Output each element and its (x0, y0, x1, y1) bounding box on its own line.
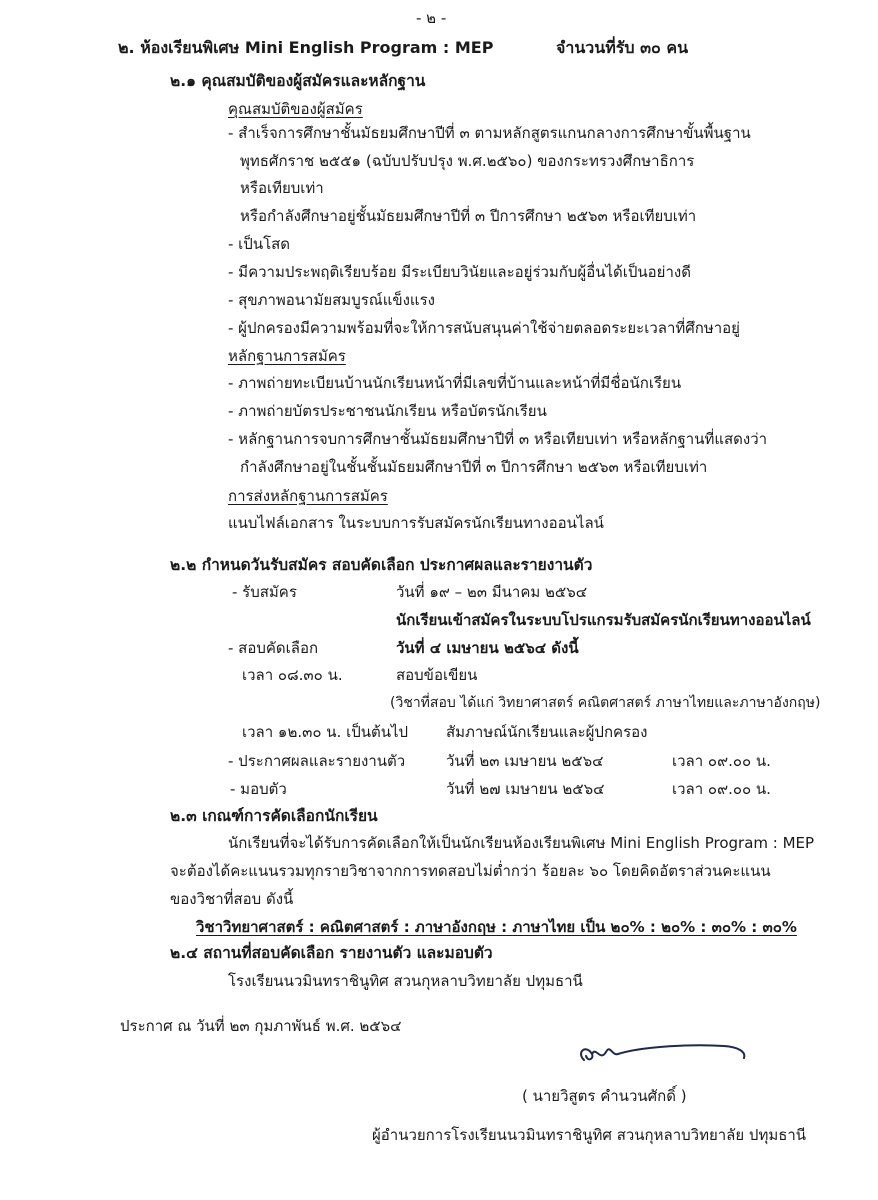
page-number: - ๒ - (416, 9, 447, 27)
submission-title: การส่งหลักฐานการสมัคร (228, 487, 388, 505)
written-exam-time: เวลา ๐๘.๓๐ น. (242, 666, 343, 684)
list-item: - ภาพถ่ายทะเบียนบ้านนักเรียนหน้าที่มีเลขที่บ้านและหน้าที่มีชื่อนักเรียน (228, 374, 682, 392)
list-item-continuation: หรือกำลังศึกษาอยู่ชั้นมัธยมศึกษาปีที่ ๓ ปีการศึกษา ๒๕๖๓ หรือเทียบเท่า (240, 207, 697, 225)
interview-time: เวลา ๑๒.๓๐ น. เป็นต้นไป (242, 723, 409, 741)
list-item: - เป็นโสด (228, 235, 291, 253)
list-item: - สุขภาพอนามัยสมบูรณ์แข็งแรง (228, 291, 435, 309)
evidence-title: หลักฐานการสมัคร (228, 347, 346, 365)
interview-text: สัมภาษณ์นักเรียนและผู้ปกครอง (446, 723, 648, 741)
quota-text: จำนวนที่รับ ๓๐ คน (556, 38, 688, 57)
written-exam-text: สอบข้อเขียน (396, 666, 478, 684)
list-item-continuation: กำลังศึกษาอยู่ในชั้นชั้นมัธยมศึกษาปีที่ ๓ ปีการศึกษา ๒๕๖๓ หรือเทียบเท่า (240, 458, 708, 476)
enroll-date: วันที่ ๒๗ เมษายน ๒๕๖๔ (446, 780, 605, 798)
list-item: - หลักฐานการจบการศึกษาชั้นมัธยมศึกษาปีที่ ๓ หรือเทียบเท่า หรือหลักฐานที่แสดงว่า (228, 430, 768, 448)
score-ratio: วิชาวิทยาศาสตร์ : คณิตศาสตร์ : ภาษาอังกฤษ : ภาษาไทย เป็น ๒๐% : ๒๐% : ๓๐% : ๓๐% (196, 918, 797, 936)
enroll-label: - มอบตัว (230, 780, 287, 798)
apply-date: วันที่ ๑๙ – ๒๓ มีนาคม ๒๕๖๔ (396, 583, 588, 601)
signer-title: ผู้อำนวยการโรงเรียนนวมินทราชินูทิศ สวนกุหลาบวิทยาลัย ปทุมธานี (372, 1126, 807, 1144)
list-item: - ผู้ปกครองมีความพร้อมที่จะให้การสนับสนุนค่าใช้จ่ายตลอดระยะเวลาที่ศึกษาอยู่ (228, 319, 740, 337)
qualifications-title: คุณสมบัติของผู้สมัคร (228, 100, 363, 118)
section-heading: ๒. ห้องเรียนพิเศษ Mini English Program : MEP (118, 38, 494, 57)
list-item-continuation: หรือเทียบเท่า (240, 179, 324, 197)
list-item-continuation: พุทธศักราช ๒๕๕๑ (ฉบับปรับปรุง พ.ศ.๒๕๖๐) ของกระทรวงศึกษาธิการ (240, 152, 695, 170)
apply-note: นักเรียนเข้าสมัครในระบบโปรแกรมรับสมัครนักเรียนทางออนไลน์ (396, 611, 811, 629)
announce-time: เวลา ๐๙.๐๐ น. (672, 752, 771, 770)
criteria-line: ของวิชาที่สอบ ดังนี้ (170, 890, 294, 908)
subsection-heading-2-3: ๒.๓ เกณฑ์การคัดเลือกนักเรียน (170, 807, 378, 825)
signature (574, 1032, 754, 1072)
submission-text: แนบไฟล์เอกสาร ในระบบการรับสมัครนักเรียนทางออนไลน์ (228, 514, 604, 532)
apply-label: - รับสมัคร (232, 583, 297, 601)
enroll-time: เวลา ๐๙.๐๐ น. (672, 780, 771, 798)
list-item: - ภาพถ่ายบัตรประชาชนนักเรียน หรือบัตรนักเรียน (228, 402, 547, 420)
subsection-heading-2-4: ๒.๔ สถานที่สอบคัดเลือก รายงานตัว และมอบตัว (170, 944, 493, 962)
exam-subjects-note: (วิชาที่สอบ ได้แก่ วิทยาศาสตร์ คณิตศาสตร์ ภาษาไทยและภาษาอังกฤษ) (390, 695, 821, 711)
exam-venue: โรงเรียนนวมินทราชินูทิศ สวนกุหลาบวิทยาลัย ปทุมธานี (228, 972, 583, 990)
announcement-date: ประกาศ ณ วันที่ ๒๓ กุมภาพันธ์ พ.ศ. ๒๕๖๔ (120, 1017, 402, 1035)
exam-date: วันที่ ๔ เมษายน ๒๕๖๔ ดังนี้ (396, 639, 579, 657)
announce-date: วันที่ ๒๓ เมษายน ๒๕๖๔ (446, 752, 604, 770)
criteria-line: นักเรียนที่จะได้รับการคัดเลือกให้เป็นนักเรียนห้องเรียนพิเศษ Mini English Program : MEP (228, 834, 815, 852)
subsection-heading-2-2: ๒.๒ กำหนดวันรับสมัคร สอบคัดเลือก ประกาศผลและรายงานตัว (170, 556, 593, 574)
subsection-heading-2-1: ๒.๑ คุณสมบัติของผู้สมัครและหลักฐาน (170, 72, 426, 90)
signer-name: ( นายวิสูตร คำนวนศักดิ์ ) (522, 1087, 687, 1105)
criteria-line: จะต้องได้คะแนนรวมทุกรายวิชาจากการทดสอบไม่ต่ำกว่า ร้อยละ ๖๐ โดยคิดอัตราส่วนคะแนน (170, 862, 771, 880)
list-item: - สำเร็จการศึกษาชั้นมัธยมศึกษาปีที่ ๓ ตามหลักสูตรแกนกลางการศึกษาขั้นพื้นฐาน (228, 124, 751, 142)
exam-label: - สอบคัดเลือก (228, 639, 319, 657)
list-item: - มีความประพฤติเรียบร้อย มีระเบียบวินัยและอยู่ร่วมกับผู้อื่นได้เป็นอย่างดี (228, 263, 691, 281)
announce-label: - ประกาศผลและรายงานตัว (228, 752, 406, 770)
